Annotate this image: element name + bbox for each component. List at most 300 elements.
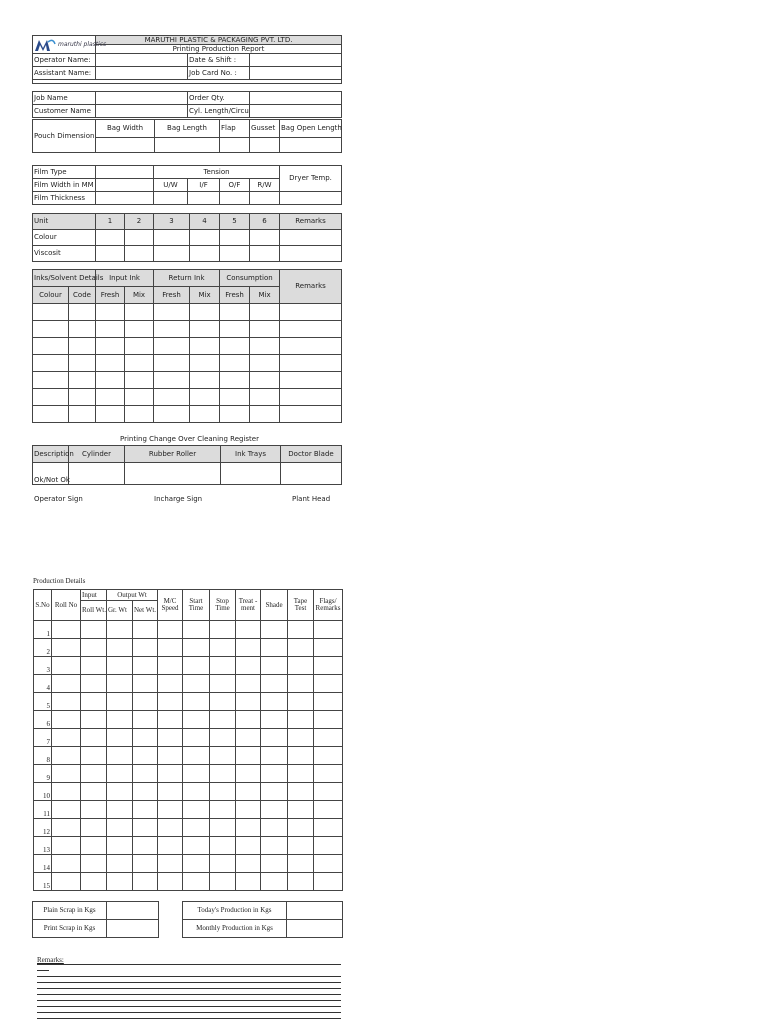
sno-header: S.No [34,590,52,621]
production-cell[interactable] [183,657,210,675]
production-cell[interactable] [52,621,81,639]
row-number: 4 [34,675,52,693]
production-cell[interactable] [210,657,236,675]
ink-cell[interactable] [190,372,220,389]
production-cell[interactable] [314,783,343,801]
production-cell[interactable] [314,621,343,639]
production-cell[interactable] [158,729,183,747]
production-cell[interactable] [107,801,133,819]
ink-cell[interactable] [69,338,96,355]
ink-cell[interactable] [220,304,250,321]
production-cell[interactable] [133,783,158,801]
logo-text: maruthi plastics [58,40,107,48]
production-cell[interactable] [314,693,343,711]
production-cell[interactable] [314,675,343,693]
production-cell[interactable] [236,657,261,675]
ink-cell[interactable] [190,406,220,423]
production-cell[interactable] [261,657,288,675]
production-cell[interactable] [236,837,261,855]
production-cell[interactable] [52,639,81,657]
job-name-field[interactable] [96,92,188,105]
production-cell[interactable] [158,819,183,837]
production-cell[interactable] [210,765,236,783]
ink-cell[interactable] [154,338,190,355]
production-cell[interactable] [288,711,314,729]
viscosity-cell[interactable] [190,246,220,262]
viscosity-remarks-cell[interactable] [280,246,342,262]
production-cell[interactable] [183,765,210,783]
production-cell[interactable] [81,837,107,855]
production-cell[interactable] [52,729,81,747]
production-cell[interactable] [133,657,158,675]
ink-cell[interactable] [250,304,280,321]
todays-production-field[interactable] [287,902,343,920]
production-cell[interactable] [81,819,107,837]
production-cell[interactable] [183,783,210,801]
production-cell[interactable] [133,819,158,837]
incharge-sign: Incharge Sign [154,495,203,503]
bag-width-field[interactable] [96,138,155,153]
production-cell[interactable] [210,801,236,819]
production-cell[interactable] [210,729,236,747]
order-qty-field[interactable] [250,92,342,105]
ink-cell[interactable] [125,304,154,321]
ink-cell[interactable] [280,338,342,355]
viscosity-cell[interactable] [154,246,190,262]
colour-cell[interactable] [96,230,125,246]
production-cell[interactable] [210,621,236,639]
ink-cell[interactable] [220,338,250,355]
production-cell[interactable] [133,801,158,819]
remarks-line[interactable] [37,976,341,977]
film-width-field[interactable] [96,179,154,192]
production-cell[interactable] [288,819,314,837]
production-cell[interactable] [107,747,133,765]
ink-cell[interactable] [280,406,342,423]
remarks-line[interactable] [37,994,341,995]
production-cell[interactable] [52,873,81,891]
production-cell[interactable] [183,837,210,855]
production-cell[interactable] [81,747,107,765]
rubber-roller-field[interactable] [125,463,221,485]
production-cell[interactable] [183,819,210,837]
production-cell[interactable] [81,621,107,639]
production-cell[interactable] [107,729,133,747]
bag-length-field[interactable] [155,138,220,153]
production-cell[interactable] [314,819,343,837]
row-number: 15 [34,873,52,891]
ink-cell[interactable] [220,389,250,406]
production-cell[interactable] [288,783,314,801]
ink-cell[interactable] [33,406,69,423]
production-cell[interactable] [261,801,288,819]
production-cell[interactable] [236,729,261,747]
production-cell[interactable] [183,873,210,891]
ink-cell[interactable] [220,406,250,423]
production-cell[interactable] [107,873,133,891]
production-cell[interactable] [236,801,261,819]
ink-cell[interactable] [125,338,154,355]
ink-cell[interactable] [96,355,125,372]
ink-cell[interactable] [280,304,342,321]
colour-cell[interactable] [190,230,220,246]
production-cell[interactable] [133,765,158,783]
production-cell[interactable] [52,837,81,855]
production-cell[interactable] [183,729,210,747]
of-field[interactable] [220,192,250,205]
production-cell[interactable] [288,801,314,819]
ink-colour-label: Colour [33,287,69,304]
production-cell[interactable] [158,837,183,855]
production-cell[interactable] [81,873,107,891]
tension-label: Tension [154,166,280,179]
production-cell[interactable] [107,675,133,693]
ink-rows [33,304,342,423]
production-cell[interactable] [52,675,81,693]
ink-cell[interactable] [33,389,69,406]
production-cell[interactable] [314,765,343,783]
operator-name-field[interactable] [96,54,188,67]
ink-cell[interactable] [154,372,190,389]
production-cell[interactable] [314,801,343,819]
production-cell[interactable] [288,747,314,765]
remarks-line[interactable] [37,988,341,989]
ink-cell[interactable] [96,304,125,321]
production-cell[interactable] [261,747,288,765]
ink-cell[interactable] [190,338,220,355]
doctor-blade-field[interactable] [281,463,342,485]
production-cell[interactable] [52,765,81,783]
production-cell[interactable] [183,855,210,873]
cylinder-field[interactable] [69,463,125,485]
production-cell[interactable] [52,711,81,729]
ink-cell[interactable] [154,389,190,406]
production-cell[interactable] [133,621,158,639]
viscosity-cell[interactable] [96,246,125,262]
production-cell[interactable] [314,873,343,891]
production-cell[interactable] [81,729,107,747]
ink-cell[interactable] [250,321,280,338]
production-cell[interactable] [236,765,261,783]
ink-cell[interactable] [96,372,125,389]
production-cell[interactable] [261,855,288,873]
production-cell[interactable] [236,747,261,765]
colour-cell[interactable] [220,230,250,246]
ink-cell[interactable] [69,406,96,423]
production-cell[interactable] [288,693,314,711]
production-cell[interactable] [107,711,133,729]
production-cell[interactable] [210,747,236,765]
production-cell[interactable] [210,711,236,729]
film-thickness-field[interactable] [96,192,154,205]
rw-field[interactable] [250,192,280,205]
production-cell[interactable] [81,801,107,819]
production-cell[interactable] [107,639,133,657]
ink-cell[interactable] [69,321,96,338]
production-cell[interactable] [236,873,261,891]
production-cell[interactable] [261,639,288,657]
ink-cell[interactable] [33,304,69,321]
monthly-production-field[interactable] [287,920,343,938]
production-cell[interactable] [236,675,261,693]
production-cell[interactable] [314,639,343,657]
viscosity-cell[interactable] [250,246,280,262]
ink-cell[interactable] [69,304,96,321]
production-cell[interactable] [133,873,158,891]
production-cell[interactable] [288,855,314,873]
production-cell[interactable] [158,873,183,891]
ink-cell[interactable] [280,355,342,372]
viscosity-cell[interactable] [125,246,154,262]
production-cell[interactable] [133,675,158,693]
colour-cell[interactable] [125,230,154,246]
production-cell[interactable] [107,621,133,639]
production-cell[interactable] [261,783,288,801]
production-cell[interactable] [133,639,158,657]
production-cell[interactable] [288,729,314,747]
remarks-line[interactable] [37,1012,341,1013]
production-cell[interactable] [81,711,107,729]
customer-name-field[interactable] [96,105,188,118]
ink-cell[interactable] [33,372,69,389]
header-table [32,35,342,84]
ink-cell[interactable] [190,321,220,338]
production-cell[interactable] [52,801,81,819]
ink-cell[interactable] [69,372,96,389]
production-cell[interactable] [52,783,81,801]
pouch-table [32,119,342,153]
ink-cell[interactable] [154,355,190,372]
production-cell[interactable] [81,765,107,783]
production-cell[interactable] [81,855,107,873]
ink-cell[interactable] [125,355,154,372]
production-cell[interactable] [81,693,107,711]
plant-head-sign: Plant Head [292,495,331,503]
assistant-name-field[interactable] [96,67,188,80]
ink-cell[interactable] [69,355,96,372]
if-field[interactable] [188,192,220,205]
production-cell[interactable] [133,711,158,729]
production-cell[interactable] [81,639,107,657]
production-cell[interactable] [52,657,81,675]
company-name: MARUTHI PLASTIC & PACKAGING PVT. LTD. [96,36,342,45]
production-cell[interactable] [183,801,210,819]
ink-cell[interactable] [250,389,280,406]
production-cell[interactable] [314,837,343,855]
uw-field[interactable] [154,192,188,205]
ink-cell[interactable] [220,355,250,372]
ink-cell[interactable] [154,406,190,423]
production-cell[interactable] [210,675,236,693]
production-cell[interactable] [236,783,261,801]
production-cell[interactable] [107,855,133,873]
production-cell[interactable] [52,819,81,837]
remarks-line[interactable] [37,964,341,965]
flap-field[interactable] [220,138,250,153]
production-cell[interactable] [158,783,183,801]
production-cell[interactable] [210,819,236,837]
ink-cell[interactable] [280,321,342,338]
production-cell[interactable] [288,675,314,693]
production-cell[interactable] [107,837,133,855]
production-cell[interactable] [288,837,314,855]
production-cell[interactable] [314,747,343,765]
production-cell[interactable] [107,657,133,675]
cyl-length-field[interactable] [250,105,342,118]
ink-cell[interactable] [190,355,220,372]
ink-cell[interactable] [125,406,154,423]
production-cell[interactable] [261,729,288,747]
ink-cell[interactable] [250,406,280,423]
production-cell[interactable] [81,783,107,801]
date-shift-field[interactable] [250,54,342,67]
bag-open-length-field[interactable] [280,138,342,153]
production-cell[interactable] [133,729,158,747]
production-cell[interactable] [158,657,183,675]
input-ink-label: Input Ink [96,270,154,287]
production-cell[interactable] [261,819,288,837]
colour-cell[interactable] [154,230,190,246]
production-cell[interactable] [133,693,158,711]
ink-cell[interactable] [96,406,125,423]
ink-cell[interactable] [33,338,69,355]
ink-cell[interactable] [220,321,250,338]
film-type-field[interactable] [96,166,154,179]
ink-cell[interactable] [69,389,96,406]
production-cell[interactable] [210,639,236,657]
production-cell[interactable] [81,657,107,675]
ink-cell[interactable] [96,321,125,338]
production-cell[interactable] [236,855,261,873]
production-cell[interactable] [314,855,343,873]
production-cell[interactable] [158,747,183,765]
production-cell[interactable] [183,621,210,639]
production-cell[interactable] [261,675,288,693]
colour-remarks-cell[interactable] [280,230,342,246]
remarks-line[interactable] [37,982,341,983]
production-cell[interactable] [288,873,314,891]
production-cell[interactable] [261,711,288,729]
production-cell[interactable] [236,621,261,639]
production-cell[interactable] [210,693,236,711]
production-cell[interactable] [261,693,288,711]
colour-cell[interactable] [250,230,280,246]
flap-label: Flap [220,120,250,138]
production-cell[interactable] [133,747,158,765]
production-cell[interactable] [158,765,183,783]
ink-cell[interactable] [125,372,154,389]
row-number: 6 [34,711,52,729]
production-cell[interactable] [261,621,288,639]
production-cell[interactable] [158,711,183,729]
ink-cell[interactable] [250,338,280,355]
production-cell[interactable] [236,639,261,657]
remarks-line[interactable] [37,1006,341,1007]
production-cell[interactable] [52,855,81,873]
production-cell[interactable] [133,837,158,855]
production-cell[interactable] [183,711,210,729]
ink-cell[interactable] [33,321,69,338]
production-cell[interactable] [107,693,133,711]
production-cell[interactable] [158,801,183,819]
production-cell[interactable] [288,765,314,783]
production-cell[interactable] [107,783,133,801]
production-cell[interactable] [210,837,236,855]
production-cell[interactable] [288,657,314,675]
production-cell[interactable] [314,711,343,729]
production-cell[interactable] [236,693,261,711]
production-cell[interactable] [183,693,210,711]
remarks-line[interactable] [37,1000,341,1001]
production-cell[interactable] [107,819,133,837]
print-scrap-field[interactable] [107,920,159,938]
production-cell[interactable] [261,837,288,855]
plain-scrap-field[interactable] [107,902,159,920]
ink-cell[interactable] [33,355,69,372]
production-cell[interactable] [314,657,343,675]
ink-cell[interactable] [154,321,190,338]
production-cell[interactable] [314,729,343,747]
ink-cell[interactable] [125,321,154,338]
gusset-field[interactable] [250,138,280,153]
dryer-temp-field[interactable] [280,192,342,205]
production-cell[interactable] [236,819,261,837]
ink-cell[interactable] [154,304,190,321]
remarks-line[interactable] [37,1018,341,1019]
row-number: 10 [34,783,52,801]
ink-cell[interactable] [190,304,220,321]
production-cell[interactable] [81,675,107,693]
production-cell[interactable] [158,621,183,639]
ink-cell[interactable] [280,389,342,406]
return-fresh-label: Fresh [154,287,190,304]
ok-not-ok-label: Ok/Not Ok [33,463,69,485]
ink-cell[interactable] [125,389,154,406]
viscosity-cell[interactable] [220,246,250,262]
production-cell[interactable] [133,855,158,873]
production-cell[interactable] [52,747,81,765]
production-cell[interactable] [52,693,81,711]
ink-cell[interactable] [96,389,125,406]
production-cell[interactable] [158,675,183,693]
production-cell[interactable] [261,873,288,891]
ink-cell[interactable] [96,338,125,355]
production-cell[interactable] [158,693,183,711]
production-cell[interactable] [158,639,183,657]
production-cell[interactable] [210,855,236,873]
production-cell[interactable] [183,747,210,765]
ink-cell[interactable] [250,372,280,389]
production-cell[interactable] [288,621,314,639]
ink-cell[interactable] [250,355,280,372]
production-cell[interactable] [236,711,261,729]
production-cell[interactable] [261,765,288,783]
ink-cell[interactable] [280,372,342,389]
production-cell[interactable] [288,639,314,657]
ink-trays-field[interactable] [221,463,281,485]
ink-row [33,338,342,355]
ink-cell[interactable] [220,372,250,389]
production-cell[interactable] [158,855,183,873]
production-cell[interactable] [183,639,210,657]
production-cell[interactable] [210,873,236,891]
uw-label: U/W [154,179,188,192]
production-cell[interactable] [107,765,133,783]
production-cell[interactable] [183,675,210,693]
production-cell[interactable] [210,783,236,801]
ink-cell[interactable] [190,389,220,406]
job-card-field[interactable] [250,67,342,80]
